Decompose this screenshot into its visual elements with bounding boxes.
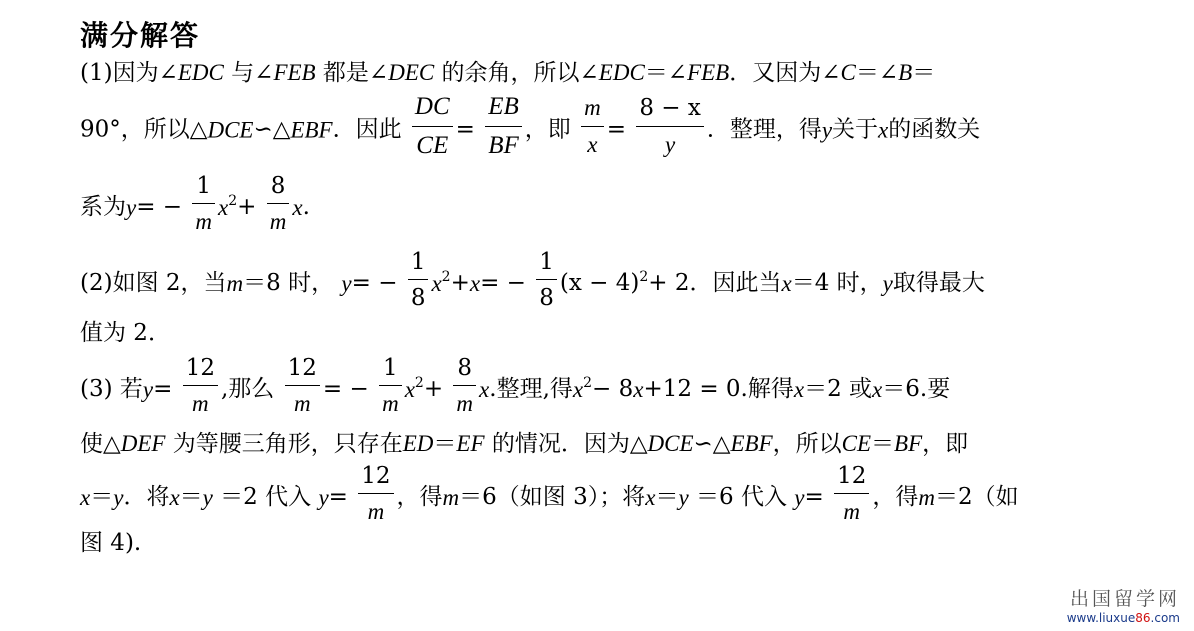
watermark-url: www.liuxue86.com [1066,611,1180,625]
fraction-eb-bf: $\frac{EB}{BF}$ [485,93,522,161]
fraction-1-over-8-a: $\frac{1}{8}$ [408,249,429,312]
fraction-1-over-m-b: $\frac{1}{m}$ [379,355,402,418]
solution-line-2: 90°，所以△DCE∽△EBF．因此 $\frac{DC}{CE}$ = $\frac{EB}{BF}$ ，即 $\frac{m}{x}$ = $\frac{8 - x}{y}$ ．整理，得y关于x的函数关 [80,93,981,159]
watermark-brand: 出国留学网 [1069,588,1180,610]
solution-line-3: 系为y= − $\frac{1}{m}$ $x^2+$ $\frac{8}{m}$ x. [80,173,310,235]
fraction-1-over-m: $\frac{1}{m}$ [192,173,215,236]
fraction-1-over-8-b: $\frac{1}{8}$ [536,249,557,312]
solution-line-5: 值为 2． [80,320,171,346]
fraction-12-over-m-c: $\frac{12}{m}$ [358,463,393,526]
fraction-12-over-m-d: $\frac{12}{m}$ [834,463,869,526]
fraction-8-over-m-b: $\frac{8}{m}$ [453,355,476,418]
solution-line-8: x＝y．将x＝y ＝2 代入 y= $\frac{12}{m}$ ，得m＝6（如图 3）；将x＝y ＝6 代入 y= $\frac{12}{m}$ ，得m＝2（如 [80,463,1019,525]
fraction-dc-ce: $\frac{DC}{CE}$ [412,93,453,161]
solution-line-4: (2)如图 2，当m＝8 时， y= − $\frac{1}{8}$ $x^2+x=$ − $\frac{1}{8}$ $(x - 4)^2+ 2$．因此当x＝4 时，y取得最大 [80,249,985,312]
fraction-8-over-m: $\frac{8}{m}$ [267,173,290,236]
solution-line-6: (3) 若y= $\frac{12}{m}$ ,那么 $\frac{12}{m}$ = − $\frac{1}{m}$ $x^2+$ $\frac{8}{m}$ x.整理,得$x^2- 8x+12 = 0$.解得x＝2 或x＝6.要 [80,355,951,417]
site-watermark [1067,584,1180,625]
fraction-12-over-m-b: $\frac{12}{m}$ [285,355,320,418]
fraction-m-x: $\frac{m}{x}$ [581,95,604,158]
fraction-12-over-m-a: $\frac{12}{m}$ [183,355,218,418]
solution-line-1: (1)因为∠EDC 与∠FEB 都是∠DEC 的余角，所以∠EDC＝∠FEB．又因为∠C＝∠B＝ [80,60,936,86]
section-title: 满分解答 [80,19,201,52]
fraction-8-minus-x-over-y: $\frac{8 - x}{y}$ [636,95,704,158]
solution-line-7: 使△DEF 为等腰三角形，只存在ED＝EF 的情况．因为△DCE∽△EBF，所以CE＝BF，即 [80,431,969,457]
solution-line-9: 图 4). [80,530,142,556]
